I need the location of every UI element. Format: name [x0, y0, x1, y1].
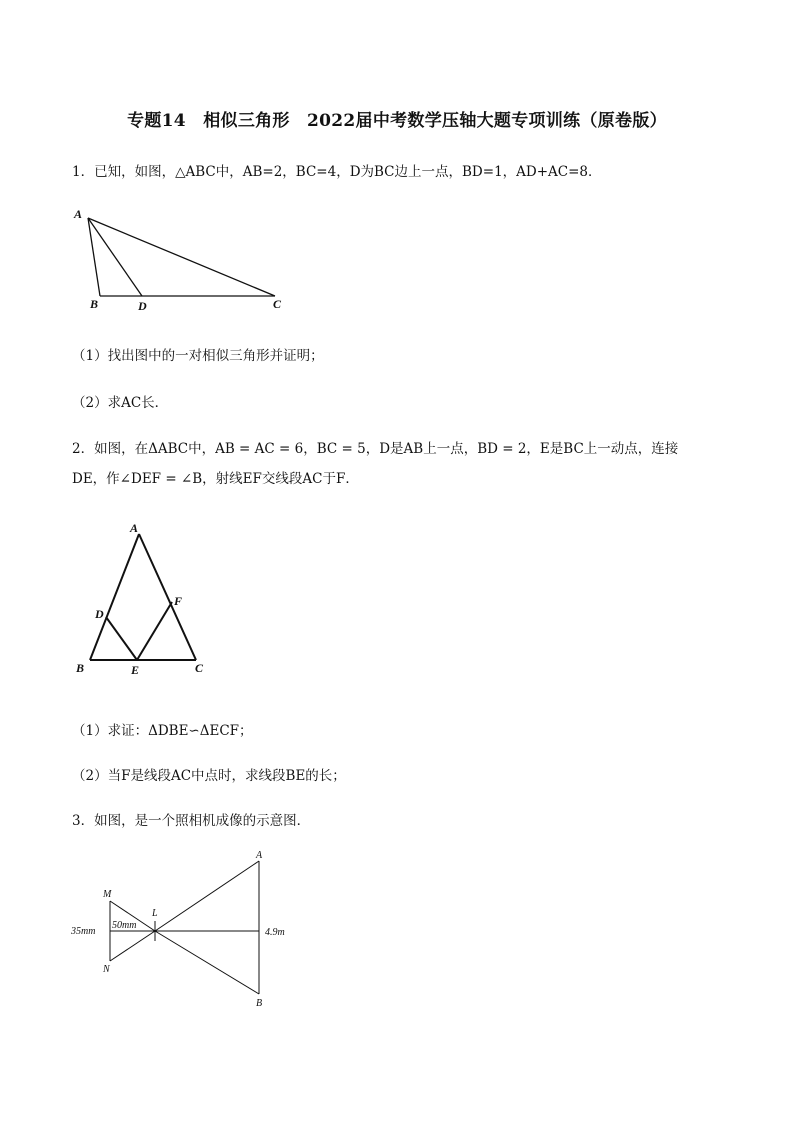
label-50mm: 50mm: [112, 920, 137, 931]
label-d: D: [95, 607, 104, 621]
segment-lb: [155, 931, 259, 994]
label-e: E: [131, 663, 140, 677]
label-m: M: [103, 889, 112, 900]
segment-nl: [110, 931, 155, 961]
label-a: A: [74, 207, 83, 221]
side-ab: [90, 534, 139, 660]
segment-la: [155, 861, 259, 931]
label-b: B: [256, 998, 263, 1009]
problem-3-stem: 3．如图，是一个照相机成像的示意图．: [72, 813, 311, 829]
problem-2-stem-line-1: 2．如图，在ΔABC中，AB = AC = 6，BC = 5，D是AB上一点，BD = 2，E是BC上一动点，连接: [72, 441, 679, 457]
problem-2-figure: [70, 520, 220, 680]
label-c: C: [195, 661, 204, 675]
problem-1-stem: 1．已知，如图，△ABC中，AB=2，BC=4，D为BC边上一点，BD=1，AD+AC=8．: [72, 164, 602, 180]
label-a: A: [256, 850, 263, 861]
label-a: A: [130, 521, 139, 535]
problem-1-part-2: （2）求AC长．: [72, 395, 169, 411]
label-b: B: [76, 661, 85, 675]
problem-2-part-1: （1）求证：ΔDBE∽ΔECF；: [72, 723, 253, 739]
problem-1-figure: [70, 205, 300, 315]
label-4-9m: 4.9m: [265, 927, 285, 938]
segment-de: [106, 617, 137, 660]
label-c: C: [273, 297, 282, 311]
side-ac: [88, 218, 275, 296]
problem-2-part-2: （2）当F是线段AC中点时，求线段BE的长；: [72, 768, 346, 784]
label-35mm: 35mm: [71, 926, 96, 937]
segment-ef: [137, 602, 172, 660]
page-title: 专题14 相似三角形 2022届中考数学压轴大题专项训练（原卷版）: [127, 111, 667, 131]
label-b: B: [90, 297, 99, 311]
problem-2-stem-line-2: DE，作∠DEF = ∠B，射线EF交线段AC于F．: [72, 471, 359, 487]
label-n: N: [103, 964, 110, 975]
label-f: F: [174, 594, 183, 608]
label-d: D: [138, 299, 147, 313]
side-ab: [88, 218, 100, 296]
problem-3-figure: [70, 846, 300, 1011]
problem-1-part-1: （1）找出图中的一对相似三角形并证明；: [72, 348, 324, 364]
label-l: L: [152, 908, 158, 919]
